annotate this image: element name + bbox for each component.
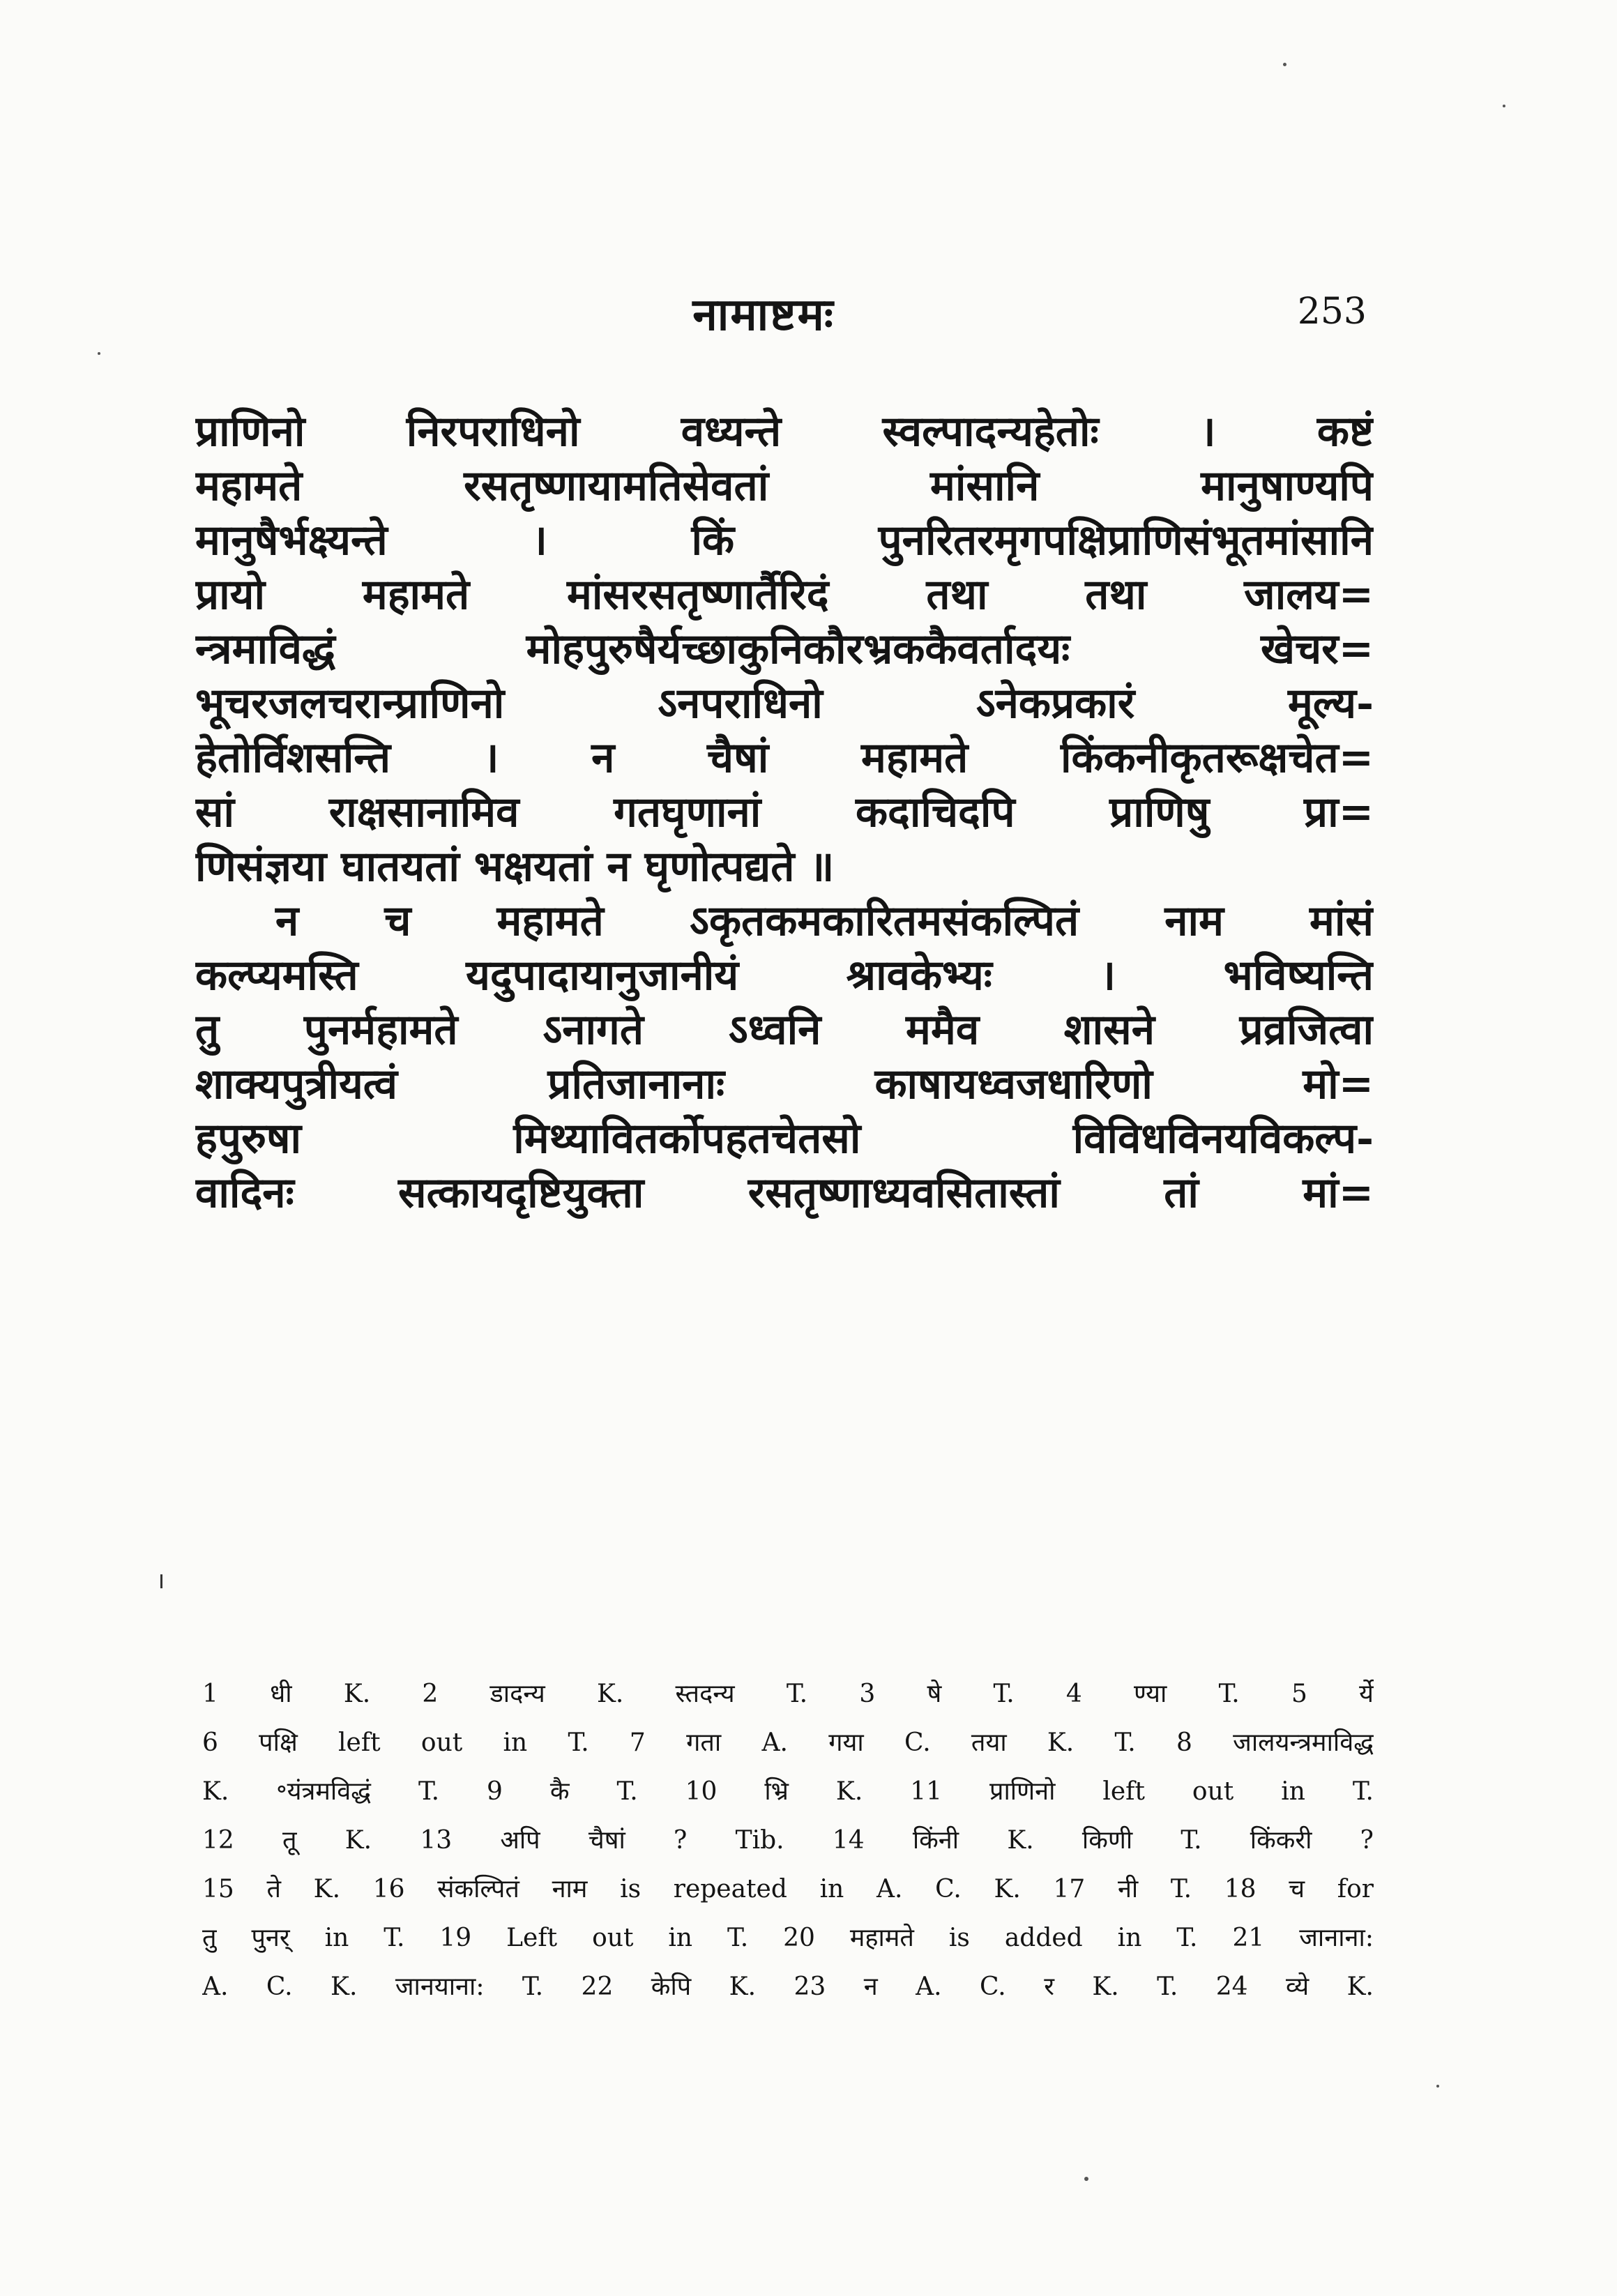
text-line: भूचरजलचरान्प्राणिनो ऽनपराधिनो ऽनेकप्रकारं मूल्य- [195, 679, 1374, 728]
text-line: सां राक्षसानामिव गतघृणानां कदाचिदपि प्राणिषु प्रा= [195, 788, 1374, 837]
text-line: णिसंज्ञया घातयतां भक्षयतां न घृणोत्पद्यते ॥ [195, 842, 835, 891]
text-line: न्त्रमाविद्धं मोहपुरुषैर्यच्छाकुनिकौरभ्रककैवर्तादयः खेचर= [195, 625, 1374, 674]
page-number: 253 [1297, 291, 1367, 333]
paper-speck [98, 352, 100, 355]
paper-speck [1436, 2085, 1439, 2088]
text-line: मानुषैर्भक्ष्यन्ते । किं पुनरितरमृगपक्षिप्राणिसंभूतमांसानि [195, 516, 1374, 565]
margin-mark [160, 1574, 162, 1588]
text-line: न च महामते ऽकृतकमकारितमसंकल्पितं नाम मांसं [275, 897, 1374, 945]
footnote-line: 1 धी K. 2 डादन्य K. स्तदन्य T. 3 षे T. 4 ण्या T. 5 र्ये [202, 1680, 1374, 1708]
footnotes [202, 1670, 1374, 2012]
text-line: प्रायो महामते मांसरसतृष्णार्तैरिदं तथा तथा जालय= [195, 570, 1374, 619]
footnote-line: 6 पक्षि left out in T. 7 गता A. गया C. तया K. T. 8 जालयन्त्रमाविद्ध [202, 1728, 1374, 1757]
text-line: प्राणिनो निरपराधिनो वध्यन्ते स्वल्पादन्यहेतोः । कष्टं [195, 407, 1374, 456]
text-line: महामते रसतृष्णायामतिसेवतां मांसानि मानुषाण्यपि [195, 462, 1374, 510]
text-line: हपुरुषा मिथ्यावितर्कोपहतचेतसो विविधविनयविकल्प- [195, 1114, 1374, 1163]
paper-speck [1084, 2177, 1088, 2181]
text-line: कल्प्यमस्ति यदुपादायानुजानीयं श्रावकेभ्यः । भविष्यन्ति [195, 951, 1374, 1000]
text-line: तु पुनर्महामते ऽनागते ऽध्वनि ममैव शासने प्रव्रजित्वा [195, 1005, 1374, 1054]
paper-speck [1503, 105, 1505, 107]
text-line: वादिनः सत्कायदृष्टियुक्ता रसतृष्णाध्यवसितास्तां तां मां= [195, 1169, 1374, 1217]
footnote-line: 15 ते K. 16 संकल्पितं नाम is repeated in A. C. K. 17 नी T. 18 च for [202, 1875, 1374, 1903]
footnote-line: K. ॰यंत्रमविद्धं T. 9 कै T. 10 भ्रि K. 11 प्राणिनो left out in T. [202, 1777, 1374, 1806]
footnote-line: तु पुनर् in T. 19 Left out in T. 20 महामते is added in T. 21 जानाना: [202, 1924, 1374, 1952]
paper-speck [1283, 63, 1286, 66]
text-line: हेतोर्विशसन्ति । न चैषां महामते किंकनीकृतरूक्षचेत= [195, 733, 1374, 782]
paragraph-2 [195, 894, 1374, 1220]
page-header [160, 282, 1367, 359]
main-text [195, 404, 1374, 1220]
text-line: शाक्यपुत्रीयत्वं प्रतिजानानाः काषायध्वजधारिणो मो= [195, 1060, 1374, 1109]
footnote-line: A. C. K. जानयाना: T. 22 केपि K. 23 न A. C. र K. T. 24 व्ये K. [202, 1972, 1374, 2001]
footnote-line: 12 तू K. 13 अपि चैषां ? Tib. 14 किंनी K. किणी T. किंकरी ? [202, 1826, 1374, 1855]
running-title: नामाष्टमः [692, 289, 835, 341]
paragraph-1 [195, 404, 1374, 894]
